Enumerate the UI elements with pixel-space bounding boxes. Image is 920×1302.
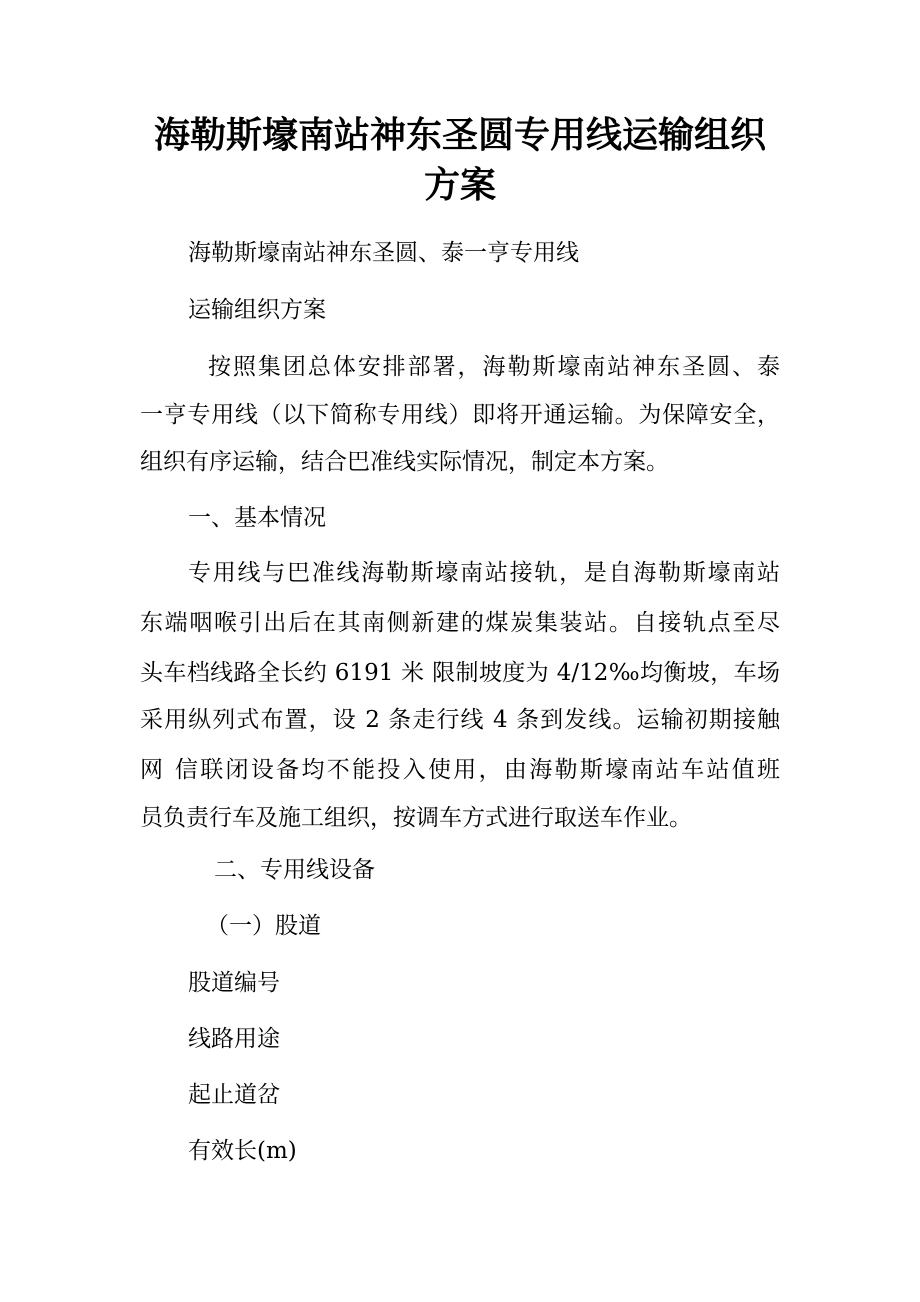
subtitle-line-2: 运输组织方案: [188, 297, 326, 323]
intro-line-2: 一亨专用线（以下简称专用线）即将开通运输。为保障安全，: [140, 402, 780, 428]
intro-line-1: 按照集团总体安排部署，海勒斯壕南站神东圣圆、泰: [208, 354, 780, 380]
subtitle-line-1: 海勒斯壕南站神东圣圆、泰一亨专用线: [188, 240, 579, 266]
field-effective-length: 有效长(m): [188, 1138, 297, 1164]
section1-line-2: 东端咽喉引出后在其南侧新建的煤炭集装站。自接轨点至尽: [140, 610, 780, 636]
section1-line-6: 员负责行车及施工组织，按调车方式进行取送车作业。: [140, 805, 692, 831]
field-track-number: 股道编号: [188, 970, 280, 996]
section1-line-4: 采用纵列式布置，设 2 条走行线 4 条到发线。运输初期接触: [140, 707, 780, 733]
section1-line-5: 网 信联闭设备均不能投入使用，由海勒斯壕南站车站值班: [140, 757, 780, 783]
document-title-line-1: 海勒斯壕南站神东圣圆专用线运输组织: [153, 114, 766, 156]
field-line-usage: 线路用途: [188, 1026, 280, 1052]
intro-line-3: 组织有序运输，结合巴准线实际情况，制定本方案。: [140, 449, 669, 475]
section1-heading: 一、基本情况: [188, 505, 326, 531]
section1-line-1: 专用线与巴准线海勒斯壕南站接轨，是自海勒斯壕南站: [188, 560, 780, 586]
field-switches: 起止道岔: [188, 1082, 280, 1108]
section1-line-3: 头车档线路全长约 6191 米 限制坡度为 4/12‰均衡坡，车场: [140, 660, 780, 686]
section2-subheading: （一）股道: [206, 913, 321, 939]
document-title-line-2: 方案: [423, 164, 496, 206]
section2-heading: 二、专用线设备: [214, 857, 375, 883]
